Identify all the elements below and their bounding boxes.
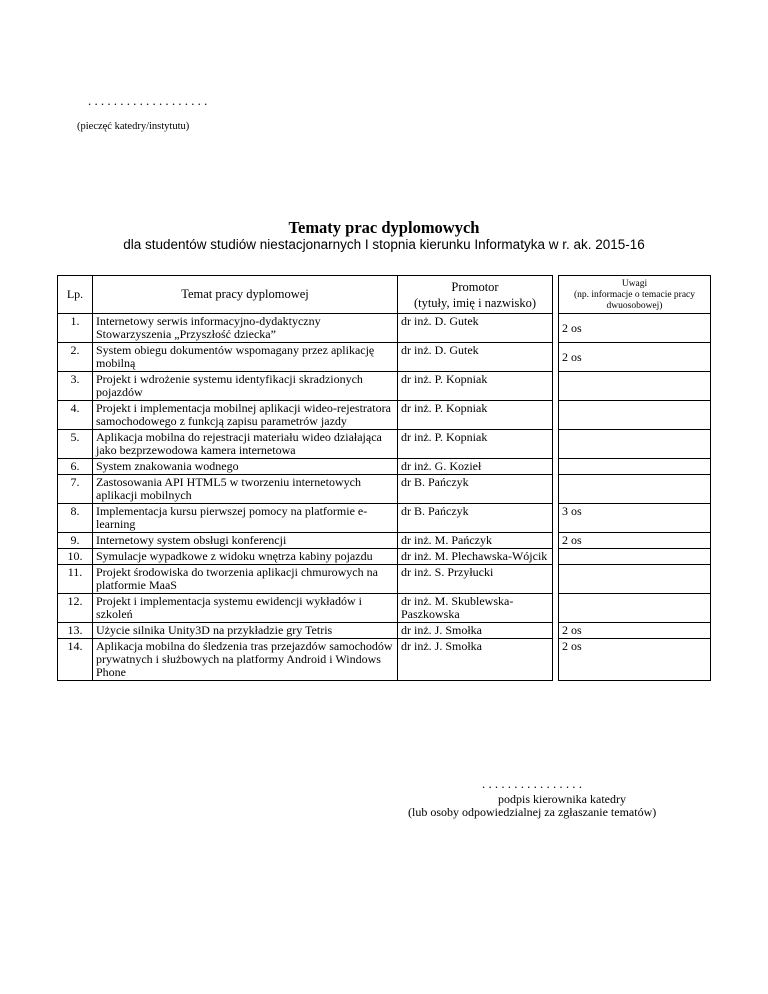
row-notes bbox=[559, 459, 711, 475]
row-promoter: dr inż. P. Kopniak bbox=[398, 372, 553, 401]
table-row bbox=[58, 623, 711, 639]
row-promoter: dr inż. P. Kopniak bbox=[398, 401, 553, 430]
row-number: 12. bbox=[58, 594, 93, 623]
row-number: 7. bbox=[58, 475, 93, 504]
row-number: 1. bbox=[58, 314, 93, 343]
table-header-row bbox=[58, 276, 711, 314]
row-topic: Internetowy system obsługi konferencji bbox=[93, 533, 398, 549]
row-topic: System znakowania wodnego bbox=[93, 459, 398, 475]
row-notes: 2 os bbox=[559, 639, 711, 681]
table-row bbox=[58, 549, 711, 565]
row-notes bbox=[559, 430, 711, 459]
row-topic: Symulacje wypadkowe z widoku wnętrza kabiny pojazdu bbox=[93, 549, 398, 565]
row-promoter: dr inż. G. Kozieł bbox=[398, 459, 553, 475]
table-row bbox=[58, 314, 711, 343]
row-promoter: dr inż. D. Gutek bbox=[398, 314, 553, 343]
row-topic: Projekt i implementacja mobilnej aplikacji wideo-rejestratora samochodowego z funkcją zapisu parametrów jazdy bbox=[93, 401, 398, 430]
header-promoter-line2: (tytuły, imię i nazwisko) bbox=[413, 296, 537, 310]
row-number: 2. bbox=[58, 343, 93, 372]
signature-dots: ................ bbox=[482, 776, 586, 791]
row-number: 5. bbox=[58, 430, 93, 459]
row-topic: Zastosowania API HTML5 w tworzeniu internetowych aplikacji mobilnych bbox=[93, 475, 398, 504]
header-promoter-line1: Promotor bbox=[451, 280, 499, 294]
topics-table bbox=[57, 275, 711, 681]
row-number: 4. bbox=[58, 401, 93, 430]
row-number: 9. bbox=[58, 533, 93, 549]
row-promoter: dr inż. J. Smołka bbox=[398, 639, 553, 681]
table-row bbox=[58, 639, 711, 681]
table-row bbox=[58, 565, 711, 594]
signature-note: (lub osoby odpowiedzialnej za zgłaszanie tematów) bbox=[408, 805, 657, 819]
table-row bbox=[58, 372, 711, 401]
row-notes bbox=[559, 565, 711, 594]
row-promoter: dr inż. J. Smołka bbox=[398, 623, 553, 639]
row-number: 3. bbox=[58, 372, 93, 401]
signature-label: podpis kierownika katedry bbox=[498, 792, 626, 806]
row-topic: Implementacja kursu pierwszej pomocy na platformie e-learning bbox=[93, 504, 398, 533]
row-notes: 2 os bbox=[559, 343, 711, 372]
row-promoter: dr inż. M. Skublewska-Paszkowska bbox=[398, 594, 553, 623]
row-topic: Aplikacja mobilna do śledzenia tras przejazdów samochodów prywatnych i służbowych na platformy Android i Windows Phone bbox=[93, 639, 398, 681]
row-topic: Projekt środowiska do tworzenia aplikacji chmurowych na platformie MaaS bbox=[93, 565, 398, 594]
header-notes bbox=[559, 276, 711, 314]
row-notes bbox=[559, 549, 711, 565]
row-notes bbox=[559, 401, 711, 430]
header-topic: Temat pracy dyplomowej bbox=[93, 276, 398, 314]
row-topic: Internetowy serwis informacyjno-dydaktyczny Stowarzyszenia „Przyszłość dziecka” bbox=[93, 314, 398, 343]
row-promoter: dr inż. D. Gutek bbox=[398, 343, 553, 372]
row-number: 11. bbox=[58, 565, 93, 594]
row-promoter: dr B. Pańczyk bbox=[398, 504, 553, 533]
row-promoter: dr B. Pańczyk bbox=[398, 475, 553, 504]
row-notes: 2 os bbox=[559, 533, 711, 549]
row-number: 13. bbox=[58, 623, 93, 639]
row-promoter: dr inż. M. Pańczyk bbox=[398, 533, 553, 549]
row-promoter: dr inż. S. Przyłucki bbox=[398, 565, 553, 594]
table-row bbox=[58, 533, 711, 549]
row-topic: Projekt i implementacja systemu ewidencji wykładów i szkoleń bbox=[93, 594, 398, 623]
row-notes bbox=[559, 475, 711, 504]
row-number: 8. bbox=[58, 504, 93, 533]
row-topic: System obiegu dokumentów wspomagany przez aplikację mobilną bbox=[93, 343, 398, 372]
row-notes: 2 os bbox=[559, 314, 711, 343]
header-lp: Lp. bbox=[58, 276, 93, 314]
row-notes bbox=[559, 594, 711, 623]
table-row bbox=[58, 430, 711, 459]
header-notes-line1: Uwagi bbox=[621, 279, 648, 289]
document-subtitle: dla studentów studiów niestacjonarnych I stopnia kierunku Informatyka w r. ak. 2015-16 bbox=[123, 237, 645, 252]
table-row bbox=[58, 504, 711, 533]
row-promoter: dr inż. M. Plechawska-Wójcik bbox=[398, 549, 553, 565]
row-number: 14. bbox=[58, 639, 93, 681]
row-number: 6. bbox=[58, 459, 93, 475]
row-notes: 3 os bbox=[559, 504, 711, 533]
stamp-dots: ................... bbox=[88, 93, 211, 108]
table-row bbox=[58, 475, 711, 504]
row-number: 10. bbox=[58, 549, 93, 565]
row-notes bbox=[559, 372, 711, 401]
row-topic: Projekt i wdrożenie systemu identyfikacji skradzionych pojazdów bbox=[93, 372, 398, 401]
header-notes-line2: (np. informacje o temacie pracy dwuosobowej) bbox=[573, 290, 696, 311]
row-promoter: dr inż. P. Kopniak bbox=[398, 430, 553, 459]
table-row bbox=[58, 459, 711, 475]
row-topic: Użycie silnika Unity3D na przykładzie gry Tetris bbox=[93, 623, 398, 639]
row-notes: 2 os bbox=[559, 623, 711, 639]
table-row bbox=[58, 594, 711, 623]
document-title: Tematy prac dyplomowych bbox=[288, 218, 480, 237]
table-body bbox=[58, 314, 711, 681]
table-row bbox=[58, 343, 711, 372]
header-promoter bbox=[398, 276, 553, 314]
row-topic: Aplikacja mobilna do rejestracji materiału wideo działająca jako bezprzewodowa kamera internetowa bbox=[93, 430, 398, 459]
stamp-label: (pieczęć katedry/instytutu) bbox=[77, 121, 190, 132]
table-row bbox=[58, 401, 711, 430]
